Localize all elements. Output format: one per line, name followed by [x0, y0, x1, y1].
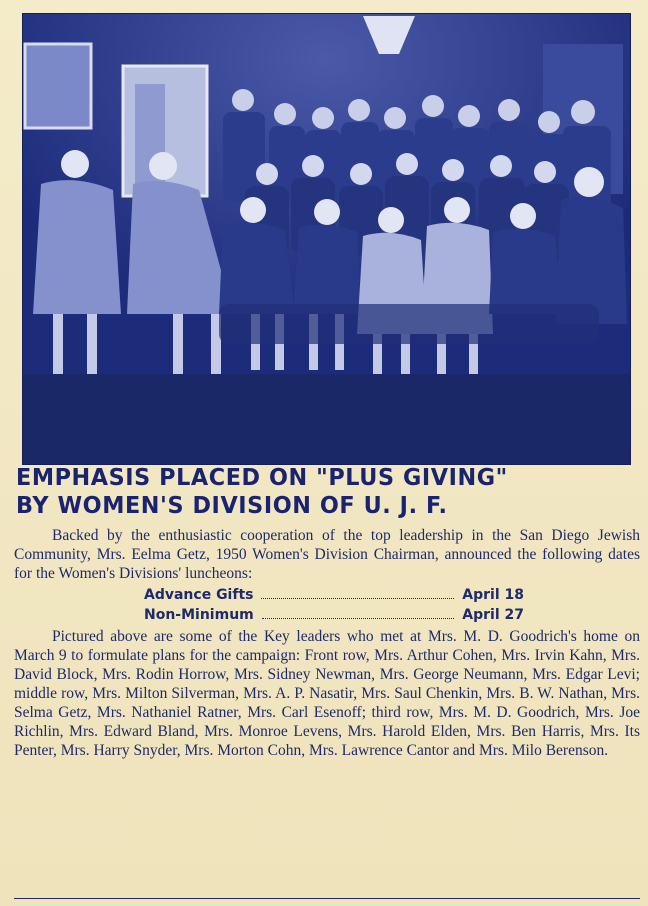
date-label: Non-Minimum — [144, 607, 254, 623]
headline-line-1: EMPHASIS PLACED ON "PLUS GIVING" — [16, 465, 508, 491]
article-headline — [16, 464, 617, 520]
leader-dots — [261, 586, 454, 599]
date-label: Advance Gifts — [144, 587, 254, 603]
date-value: April 27 — [462, 607, 524, 623]
date-row-advance-gifts — [144, 585, 524, 605]
caption-paragraph: Pictured above are some of the Key leaders who met at Mrs. M. D. Goodrich's home on March 9 to formulate plans for the campaign: Front row, Mrs. Arthur Cohen, Mrs. Irvin Kahn, Mrs. David Block, Mrs. Rodin Horrow, Mrs. Sidney Newman, Mrs. George Neumann, Mrs. Edgar Levi; middle row, Mrs. Milton Silverman, Mrs. A. P. Nasatir, Mrs. Saul Chenkin, Mrs. B. W. Nathan, Mrs. Selma Getz, Mrs. Nathaniel Ratner, Mrs. Carl Esenoff; third row, Mrs. M. D. Goodrich, Mrs. Joe Richlin, Mrs. Edward Bland, Mrs. Monroe Levens, Mrs. Harold Elden, Mrs. Ben Harris, Mrs. Its Penter, Mrs. Harry Snyder, Mrs. Morton Cohn, Mrs. Lawrence Cantor and Mrs. Milo Berenson. — [14, 628, 640, 759]
group-photograph — [22, 13, 631, 465]
group-photo-illustration — [23, 14, 630, 464]
leader-dots — [262, 606, 455, 619]
date-value: April 18 — [462, 587, 524, 603]
bottom-rule — [14, 898, 640, 899]
luncheon-dates — [144, 585, 524, 625]
headline-line-2: BY WOMEN'S DIVISION OF U. J. F. — [16, 493, 448, 519]
intro-paragraph: Backed by the enthusiastic cooperation of the top leadership in the San Diego Jewish Community, Mrs. Eelma Getz, 1950 Women's Division Chairman, announced the following dates for the Women's Divisions' luncheons: — [14, 527, 640, 582]
article-body — [14, 526, 640, 760]
date-row-non-minimum — [144, 605, 524, 625]
